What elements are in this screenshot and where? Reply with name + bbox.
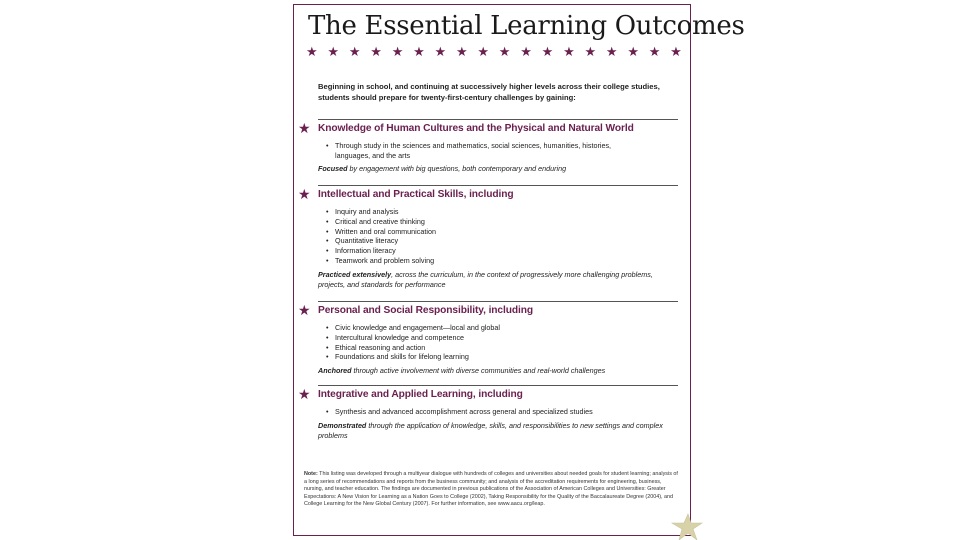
star-icon: ★ — [370, 44, 382, 59]
star-icon: ★ — [327, 44, 340, 59]
section-title: Intellectual and Practical Skills, including — [318, 189, 514, 200]
list-item: • Civic knowledge and engagement—local and global — [326, 323, 500, 333]
section-tagline — [318, 421, 670, 441]
list-item: • Through study in the sciences and mathematics, social sciences, humanities, histories, languages, and the arts — [326, 141, 646, 161]
star-icon: ★ — [648, 44, 661, 59]
list-item: • Critical and creative thinking — [326, 217, 436, 227]
section-divider — [318, 119, 678, 120]
tagline-text: through the application of knowledge, skills, and responsibilities to new settings and complex problems — [318, 421, 663, 440]
star-icon: ★ — [391, 44, 404, 59]
corner-star-shape — [672, 514, 702, 540]
section-divider — [318, 185, 678, 186]
section-divider — [318, 301, 678, 302]
star-icon: ★ — [455, 44, 468, 59]
star-icon: ★ — [306, 44, 318, 59]
tagline-text: through active involvement with diverse communities and real-world challenges — [351, 366, 606, 375]
tagline-text: by engagement with big questions, both contemporary and enduring — [347, 164, 567, 173]
section-tagline — [318, 366, 670, 376]
tagline-keyword: Focused — [318, 164, 348, 173]
list-item: • Information literacy — [326, 246, 436, 256]
document-page — [293, 4, 745, 536]
star-icon: ★ — [520, 44, 532, 59]
footnote — [304, 471, 682, 509]
star-icon: ★ — [434, 44, 447, 59]
star-icon: ★ — [298, 120, 311, 136]
list-item: • Inquiry and analysis — [326, 207, 436, 217]
star-icon: ★ — [477, 44, 490, 59]
star-icon: ★ — [627, 44, 639, 59]
section-tagline — [318, 164, 670, 174]
star-icon: ★ — [541, 44, 554, 59]
star-icon: ★ — [348, 44, 361, 59]
star-icon: ★ — [605, 44, 618, 59]
bullet-list — [326, 323, 500, 362]
intro-text: Beginning in school, and continuing at successively higher levels across their college studies, students should prepare for twenty-first-century challenges by gaining: — [318, 82, 660, 102]
star-icon — [666, 512, 706, 540]
tagline-keyword: Anchored — [318, 366, 352, 375]
star-icon: ★ — [498, 44, 511, 59]
section-divider — [318, 385, 678, 386]
list-item: • Synthesis and advanced accomplishment across general and specialized studies — [326, 407, 593, 417]
section-tagline — [318, 270, 670, 290]
bullet-list — [326, 207, 436, 266]
star-icon: ★ — [670, 44, 682, 59]
star-icon: ★ — [298, 186, 311, 202]
list-item: • Quantitative literacy — [326, 236, 436, 246]
bullet-list — [326, 407, 593, 417]
section-title: Knowledge of Human Cultures and the Physical and Natural World — [318, 123, 634, 134]
star-icon: ★ — [298, 386, 311, 402]
tagline-keyword: Practiced extensively — [318, 270, 392, 279]
star-icon: ★ — [413, 44, 425, 59]
list-item: • Foundations and skills for lifelong learning — [326, 352, 500, 362]
list-item: • Written and oral communication — [326, 227, 436, 237]
list-item: • Intercultural knowledge and competence — [326, 333, 500, 343]
bullet-list — [326, 141, 646, 161]
star-icon: ★ — [584, 44, 597, 59]
tagline-text: , across the curriculum, in the context of progressively more challenging problems, projects, and standards for performance — [318, 270, 653, 289]
tagline-keyword: Demonstrated — [318, 421, 367, 430]
list-item: • Ethical reasoning and action — [326, 343, 500, 353]
section-title: Personal and Social Responsibility, including — [318, 305, 533, 316]
star-divider — [306, 45, 682, 59]
footnote-text: This listing was developed through a multiyear dialogue with hundreds of colleges and universities about needed goals for student learning; analysis of a long series of recommendations and reports from the business community; and analysis of the accreditation requirements for engineering, business, nursing, and teacher education. The findings are documented in previous publications of the Association of American Colleges and Universities: Greater Expectations: A New Vision for Learning as a Nation Goes to College (2002), Taking Responsibility for the Quality of the Baccalaureate Degree (2004), and College Learning for the New Global Century (2007). For further information, see www.aacu.org/leap. — [304, 471, 678, 508]
footnote-label: Note: — [304, 471, 318, 477]
star-icon: ★ — [298, 302, 311, 318]
document-title: The Essential Learning Outcomes — [308, 11, 745, 41]
list-item: • Teamwork and problem solving — [326, 256, 436, 266]
star-icon: ★ — [563, 44, 575, 59]
section-title: Integrative and Applied Learning, including — [318, 389, 523, 400]
